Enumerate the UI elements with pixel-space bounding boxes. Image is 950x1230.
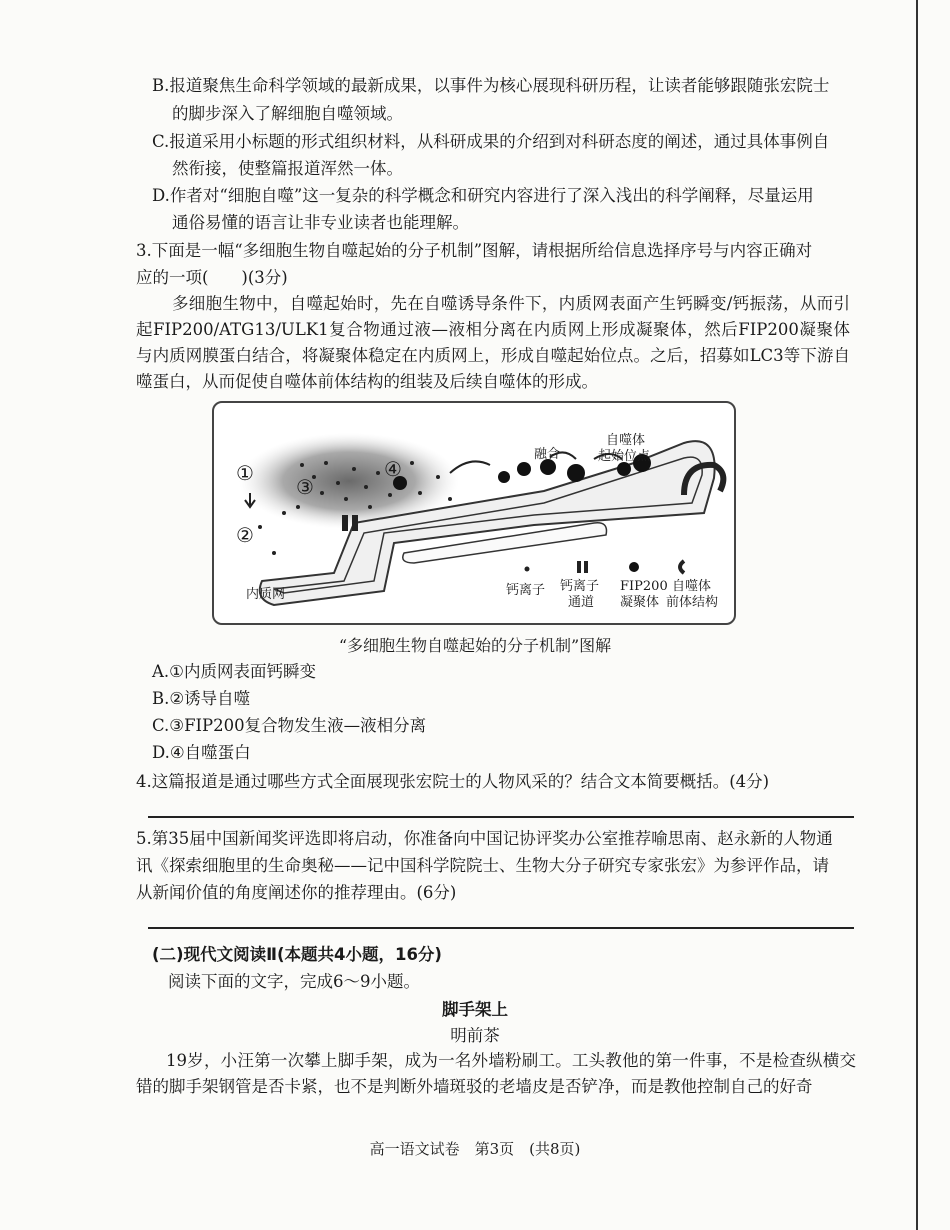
figure-site-label-2: 起始位点: [598, 449, 651, 464]
figure-label-1: ①: [236, 461, 254, 485]
q3-option-c: C.③FIP200复合物发生液—液相分离: [152, 716, 427, 735]
legend-condensate-label-2: 凝聚体: [620, 595, 660, 610]
figure-fusion-label: 融合: [534, 447, 561, 462]
q5-line3: 从新闻价值的角度阐述你的推荐理由。(6分): [136, 883, 457, 902]
q3-option-d: D.④自噬蛋白: [152, 743, 251, 762]
section2-instruction: 阅读下面的文字，完成6～9小题。: [168, 972, 420, 991]
article-title: 脚手架上: [442, 1000, 508, 1019]
q2-option-b-line1: B.报道聚焦生命科学领域的最新成果，以事件为核心展现科研历程，让读者能够跟随张宏院士: [152, 76, 830, 95]
legend-calcium-label: 钙离子: [506, 583, 546, 598]
legend-channel-label-1: 钙离子: [560, 579, 600, 594]
q3-stem-line2: 应的一项( )(3分): [136, 268, 288, 287]
section2-heading: (二)现代文阅读Ⅱ(本题共4小题，16分): [152, 945, 442, 964]
legend-condensate-glyph: [629, 562, 639, 572]
legend-condensate-label-1: FIP200: [620, 579, 668, 594]
q5-answer-line: [148, 927, 854, 929]
article-author: 明前茶: [450, 1026, 500, 1045]
q5-line2: 讯《探索细胞里的生命奥秘——记中国科学院院士、生物大分子研究专家张宏》为参评作品，请: [136, 856, 829, 875]
figure-er-label: 内质网: [246, 587, 286, 602]
legend-channel-glyph: [577, 561, 588, 573]
q4-answer-line: [148, 816, 854, 818]
figure-label-2: ②: [236, 523, 254, 547]
figure-label-4: ④: [384, 457, 402, 481]
q4-question: 4.这篇报道是通过哪些方式全面展现张宏院士的人物风采的？结合文本简要概括。(4分): [136, 772, 770, 791]
q5-line1: 5.第35届中国新闻奖评选即将启动，你准备向中国记协评奖办公室推荐喻思南、赵永新的人物通: [136, 829, 833, 848]
legend-precursor-label-2: 前体结构: [666, 595, 719, 610]
figure-caption: “多细胞生物自噬起始的分子机制”图解: [338, 636, 612, 655]
q2-option-c-line2: 然衔接，使整篇报道浑然一体。: [172, 159, 403, 178]
figure-label-3: ③: [296, 475, 314, 499]
q2-option-c-line1: C.报道采用小标题的形式组织材料，从科研成果的介绍到对科研态度的阐述，通过具体事例自: [152, 132, 830, 151]
legend-precursor-glyph: [680, 561, 684, 573]
page-footer: 高一语文试卷 第3页 (共8页): [369, 1140, 581, 1158]
article-passage: 19岁，小汪第一次攀上脚手架，成为一名外墙粉刷工。工头教他的第一件事，不是检查纵横交错的脚手架钢管是否卡紧，也不是判断外墙斑驳的老墙皮是否铲净，而是教他控制自己的好奇: [136, 1051, 856, 1096]
q2-option-d-line2: 通俗易懂的语言让非专业读者也能理解。: [172, 213, 469, 232]
legend-calcium-glyph: [525, 567, 530, 572]
q3-option-a: A.①内质网表面钙瞬变: [152, 662, 316, 681]
q2-option-b-line2: 的脚步深入了解细胞自噬领域。: [172, 104, 403, 123]
legend-precursor-label-1: 自噬体: [672, 579, 712, 594]
q3-passage: 多细胞生物中，自噬起始时，先在自噬诱导条件下，内质网表面产生钙瞬变/钙振荡，从而引起FIP200/ATG13/ULK1复合物通过液—液相分离在内质网上形成凝聚体，然后FIP200凝聚体与内质网膜蛋白结合，将凝聚体稳定在内质网上，形成自噬起始位点。之后，招募如LC3等下游自噬蛋白，从而促使自噬体前体结构的组装及后续自噬体的形成。: [136, 294, 850, 391]
q2-option-d-line1: D.作者对“细胞自噬”这一复杂的科学概念和研究内容进行了深入浅出的科学阐释，尽量运用: [152, 186, 814, 205]
figure-site-label-1: 自噬体: [606, 433, 646, 448]
mechanism-figure: [212, 401, 736, 625]
q3-option-b: B.②诱导自噬: [152, 689, 251, 708]
q3-stem-line1: 3.下面是一幅“多细胞生物自噬起始的分子机制”图解，请根据所给信息选择序号与内容正确对: [136, 241, 813, 260]
legend-channel-label-2: 通道: [568, 595, 595, 610]
